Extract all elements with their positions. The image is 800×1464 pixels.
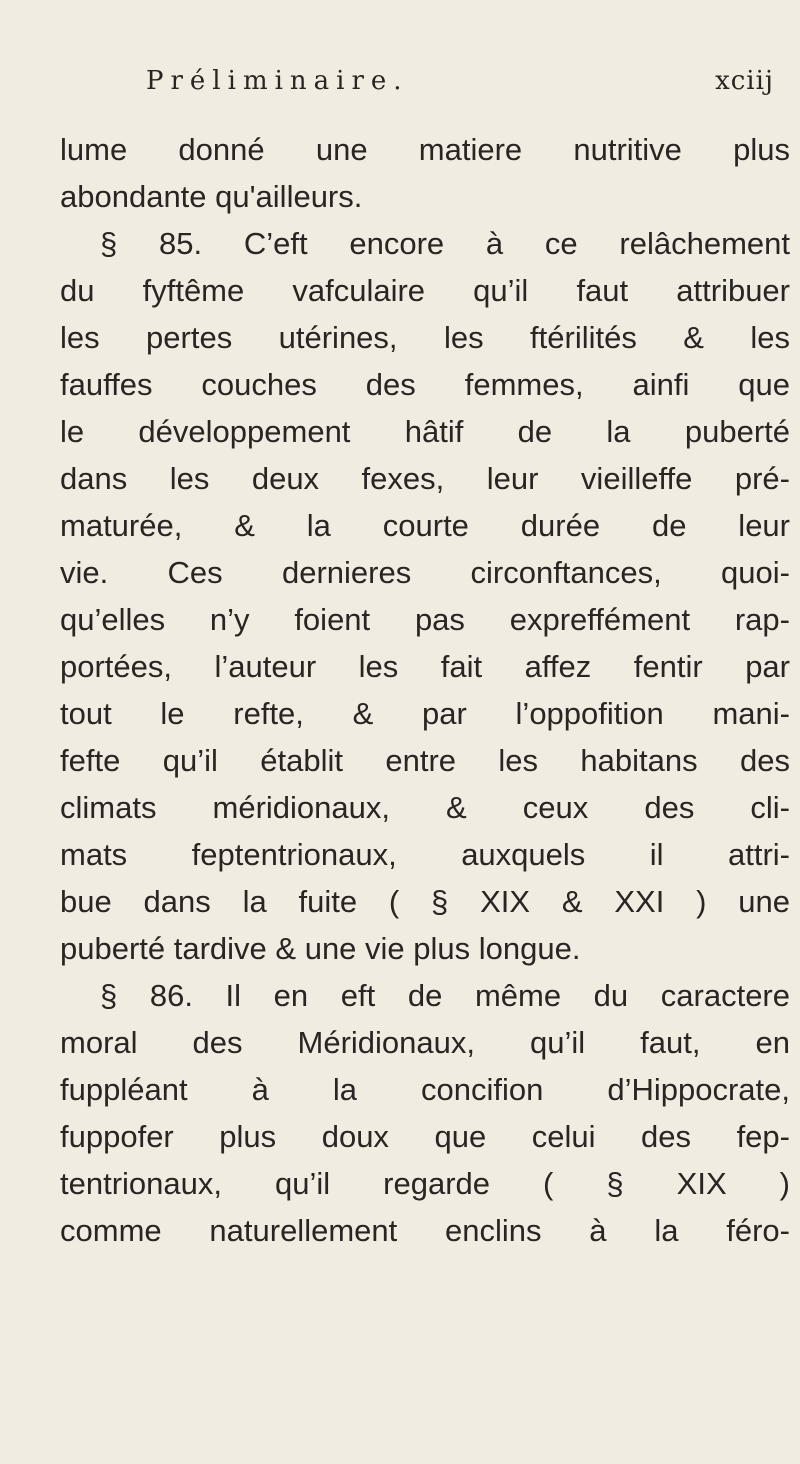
text-line: comme naturellement enclins à la féro-: [60, 1213, 790, 1248]
text-line: portées, l’auteur les fait affez fentir par: [60, 649, 790, 684]
text-line: fuppléant à la concifion d’Hippocrate,: [60, 1072, 790, 1107]
text-line: moral des Méridionaux, qu’il faut, en: [60, 1025, 790, 1060]
text-line: vie. Ces dernieres circonftances, quoi-: [60, 555, 790, 590]
text-line: le développement hâtif de la puberté: [60, 414, 790, 449]
paragraph-85-start: § 85. C’eft encore à ce relâchement: [100, 226, 790, 261]
text-line: fuppofer plus doux que celui des fep-: [60, 1119, 790, 1154]
text-line: maturée, & la courte durée de leur: [60, 508, 790, 543]
text-line: tentrionaux, qu’il regarde ( § XIX ): [60, 1166, 790, 1201]
text-line: abondante qu'ailleurs.: [60, 179, 363, 214]
text-line: qu’elles n’y foient pas expreffément rap-: [60, 602, 790, 637]
text-line: climats méridionaux, & ceux des cli-: [60, 790, 790, 825]
text-line: bue dans la fuite ( § XIX & XXI ) une: [60, 884, 790, 919]
text-line: dans les deux fexes, leur vieilleffe pré-: [60, 461, 790, 496]
text-line: du fyftême vafculaire qu’il faut attribuer: [60, 273, 790, 308]
page-number: xciij: [715, 66, 774, 96]
running-title: Préliminaire.: [146, 66, 409, 96]
paragraph-86-start: § 86. Il en eft de même du caractere: [100, 978, 790, 1013]
text-line: puberté tardive & une vie plus longue.: [60, 931, 581, 966]
text-line: lume donné une matiere nutritive plus: [60, 132, 790, 167]
text-line: fauffes couches des femmes, ainfi que: [60, 367, 790, 402]
text-line: les pertes utérines, les ftérilités & les: [60, 320, 790, 355]
body-text: [60, 126, 790, 1254]
text-line: mats feptentrionaux, auxquels il attri-: [60, 837, 790, 872]
text-line: tout le refte, & par l’oppofition mani-: [60, 696, 790, 731]
text-line: fefte qu’il établit entre les habitans des: [60, 743, 790, 778]
page-header: [146, 66, 776, 110]
